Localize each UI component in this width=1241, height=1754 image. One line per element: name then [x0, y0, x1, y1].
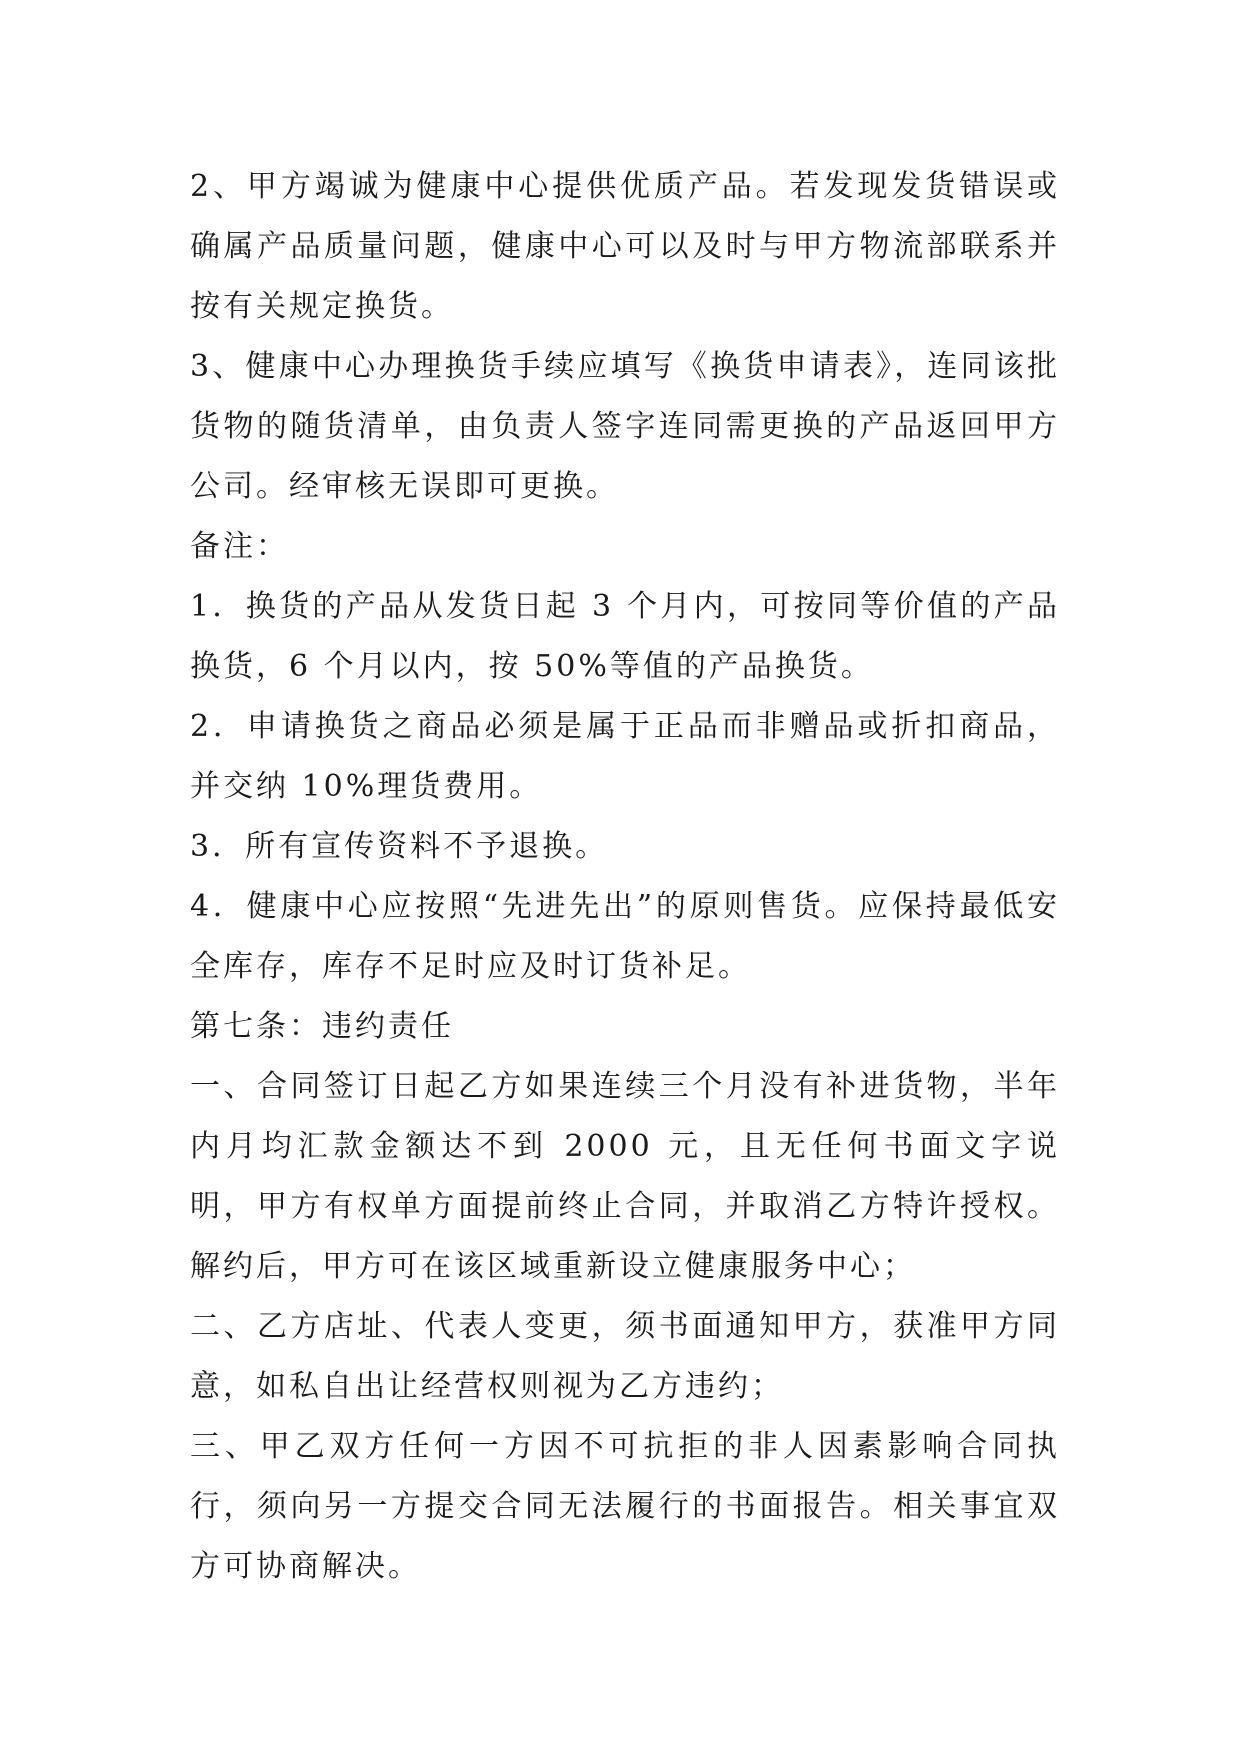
- paragraph-item-3: 3、健康中心办理换货手续应填写《换货申请表》，连同该批货物的随货清单，由负责人签字连同需更换的产品返回甲方公司。经审核无误即可更换。: [190, 349, 1060, 504]
- remark-item-4: 4．健康中心应按照“先进先出”的原则售货。应保持最低安全库存，库存不足时应及时订货补足。: [190, 889, 1060, 984]
- remark-item-2: 2．申请换货之商品必须是属于正品而非赠品或折扣商品，并交纳 10%理货费用。: [190, 709, 1060, 804]
- section-heading-article-7: 第七条：违约责任: [190, 1009, 454, 1044]
- remark-item-1: 1．换货的产品从发货日起 3 个月内，可按同等价值的产品换货，6 个月以内，按 50%等值的产品换货。: [190, 589, 1060, 684]
- breach-clause-2: 二、乙方店址、代表人变更，须书面通知甲方，获准甲方同意，如私自出让经营权则视为乙方违约；: [190, 1309, 1060, 1404]
- remark-item-3: 3．所有宣传资料不予退换。: [190, 829, 609, 864]
- paragraph-item-2: 2、甲方竭诚为健康中心提供优质产品。若发现发货错误或确属产品质量问题，健康中心可以及时与甲方物流部联系并按有关规定换货。: [190, 169, 1060, 324]
- document-body: [190, 157, 1060, 1597]
- breach-clause-3: 三、甲乙双方任何一方因不可抗拒的非人因素影响合同执行，须向另一方提交合同无法履行的书面报告。相关事宜双方可协商解决。: [190, 1429, 1060, 1584]
- remarks-heading: 备注：: [190, 529, 289, 564]
- breach-clause-1: 一、合同签订日起乙方如果连续三个月没有补进货物，半年内月均汇款金额达不到 2000 元，且无任何书面文字说明，甲方有权单方面提前终止合同，并取消乙方特许授权。解约后，甲方可在该区域重新设立健康服务中心；: [190, 1069, 1060, 1284]
